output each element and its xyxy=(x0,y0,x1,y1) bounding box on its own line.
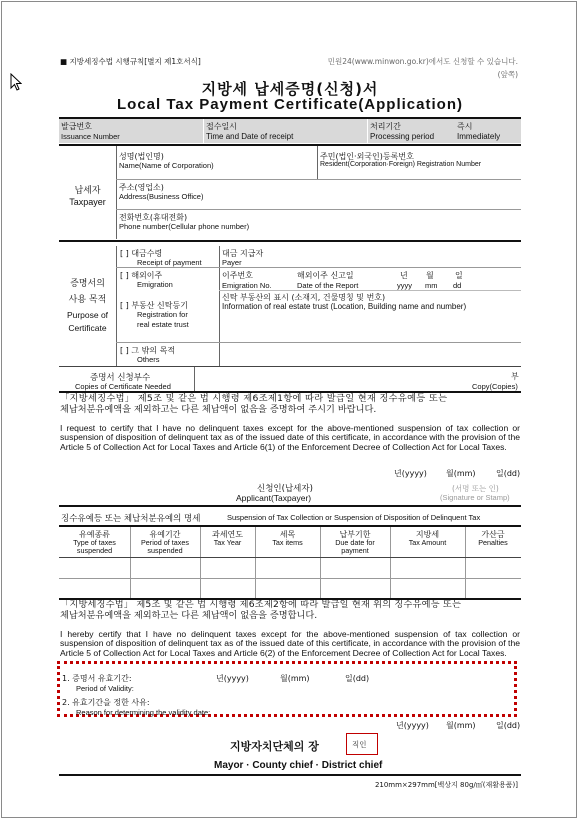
suspension-col-divider xyxy=(200,527,201,598)
purpose-receipt-label-en: Receipt of payment xyxy=(137,258,202,267)
purpose-receipt-checkbox[interactable]: [ ] 대금수령 xyxy=(120,249,163,258)
suspension-col-header: 과세연도 xyxy=(212,530,243,539)
validity-period-label: 1. 증명서 유효기간: xyxy=(62,674,132,683)
copies-label-en: Copies of Certificate Needed xyxy=(75,382,171,391)
taxpayer-label-en: Taxpayer xyxy=(69,197,106,207)
receipt-time-label: 접수일시 xyxy=(206,122,237,131)
trust-info-label: 신탁 부동산의 표시 (소재지, 건물명칭 및 번호) xyxy=(222,293,386,302)
day-label: 일 xyxy=(455,271,463,280)
page-side-note: (앞쪽) xyxy=(497,70,518,79)
month-label: 월 xyxy=(426,271,434,280)
suspension-col-divider xyxy=(465,527,466,598)
name-field-label: 성명(법인명) xyxy=(119,152,164,161)
payer-label-en: Payer xyxy=(222,258,242,267)
receipt-time-label-en: Time and Date of receipt xyxy=(206,132,294,141)
validity-period-label-en: Period of Validity: xyxy=(76,684,134,693)
signature-placeholder-en: (Signature or Stamp) xyxy=(440,493,510,502)
issue-date-month: 월(mm) xyxy=(446,721,476,730)
request-date-month: 월(mm) xyxy=(446,469,476,478)
suspension-col-header-en: Due date for payment xyxy=(335,538,375,555)
validity-reason-label: 2. 유효기간을 정한 사유: xyxy=(62,698,150,707)
suspension-heading: 징수유예등 또는 체납처분유예의 명세 xyxy=(61,514,201,524)
trust-info-label-en: Information of real estate trust (Location, Building name and number) xyxy=(222,302,467,311)
phone-field-label-en: Phone number(Cellular phone number) xyxy=(119,222,250,231)
suspension-col-divider xyxy=(130,527,131,598)
immediately-value: 즉시 xyxy=(457,122,473,131)
phone-field-label: 전화번호(휴대전화) xyxy=(119,213,188,222)
purpose-other-label-en: Others xyxy=(137,355,160,364)
emigration-report-date-label: 해외이주 신고일 xyxy=(297,271,354,280)
purpose-emigration-checkbox[interactable]: [ ] 해외이주 xyxy=(120,271,163,280)
copies-label: 증명서 신청부수 xyxy=(90,373,151,383)
certify-text-korean: 「지방세징수법」 제5조 및 같은 법 시행령 제6조제2항에 따라 발급일 현재 위의 징수유예등 또는 체납처분유예액을 제외하고는 다른 체납액이 없음을 증명합니다. xyxy=(60,599,462,621)
paper-spec-note: 210mm×297mm[백상지 80g/㎡(재활용품)] xyxy=(374,781,518,789)
issue-date-day: 일(dd) xyxy=(496,721,521,730)
year-label: 년 xyxy=(400,271,408,280)
request-date-year: 년(yyyy) xyxy=(394,469,427,478)
purpose-trust-checkbox[interactable]: [ ] 부동산 신탁등기 xyxy=(120,301,188,310)
issue-date-year: 년(yyyy) xyxy=(396,721,429,730)
request-text-english: I request to certify that I have no delinquent taxes except for the above-mentioned suspension of tax collection or suspension of disposition of delinquent tax as of the issued date of this certificate, in accordance with the provision of the Article 5 of Collection Act for Local Taxes and Article 6(1) of the Enforcement Decree of Collection Act for Local Taxes. xyxy=(60,423,520,452)
suspension-col-header-en: Tax Amount xyxy=(408,538,447,547)
suspension-heading-en: Suspension of Tax Collection or Suspension of Disposition of Delinquent Tax xyxy=(227,513,481,522)
validity-reason-label-en: Reason for determining the validity date: xyxy=(76,708,211,717)
copies-unit: 부 xyxy=(511,372,519,381)
emigration-number-label: 이주번호 xyxy=(222,271,253,280)
suspension-col-header-en: Period of taxes suspended xyxy=(141,538,189,555)
suspension-col-header: 세목 xyxy=(279,530,296,539)
suspension-col-header-en: Tax Year xyxy=(213,538,242,547)
suspension-col-header: 유예기간 xyxy=(149,530,181,539)
certify-text-english: I hereby certify that I have no delinquent taxes except for the above-mentioned suspension of tax collection or suspension of disposition of delinquent tax as of the issued date of this certificate, in accordance with the provision of the Article 5 of Collection Act for Local Taxes and Article 6(2) of the Enforcement Decree of Collection Act for Local Taxes. xyxy=(60,629,520,658)
validity-month: 월(mm) xyxy=(280,674,310,683)
form-identifier: ■ 지방세징수법 시행규칙[별지 제1호서식] xyxy=(60,57,201,66)
yyyy-label: yyyy xyxy=(397,281,412,290)
address-field-label-en: Address(Business Office) xyxy=(119,192,204,201)
emigration-number-label-en: Emigration No. xyxy=(222,281,272,290)
suspension-col-header: 납부기한 xyxy=(339,530,371,539)
title-english: Local Tax Payment Certificate(Application) xyxy=(117,96,463,113)
applicant-label: 신청인(납세자) xyxy=(257,484,313,494)
immediately-value-en: Immediately xyxy=(457,132,501,141)
purpose-other-checkbox[interactable]: [ ] 그 밖의 목적 xyxy=(120,346,176,355)
suspension-col-header: 가산금 xyxy=(481,530,505,539)
emigration-report-date-label-en: Date of the Report xyxy=(297,281,359,290)
registration-number-label-en: Resident(Corporation·Foreign) Registration Number xyxy=(320,161,482,168)
online-application-note: 민원24(www.minwon.go.kr)에서도 신청할 수 있습니다. xyxy=(327,57,518,66)
address-field-label: 주소(영업소) xyxy=(119,183,164,192)
request-text-korean: 「지방세징수법」 제5조 및 같은 법 시행령 제6조제1항에 따라 발급일 현재 징수유예등 또는 체납처분유예액을 제외하고는 다른 체납액이 없음을 증명하여 주시기 바랍니다. xyxy=(60,393,448,415)
processing-period-label: 처리기간 xyxy=(370,122,401,131)
authority-title-en: Mayor · County chief · District chief xyxy=(214,760,383,771)
request-date-day: 일(dd) xyxy=(496,469,521,478)
applicant-label-en: Applicant(Taxpayer) xyxy=(236,493,312,503)
purpose-label-1: 증명서의 xyxy=(70,279,105,289)
purpose-label-en-2: Certificate xyxy=(68,323,107,333)
suspension-col-header: 유예종류 xyxy=(79,530,110,539)
purpose-trust-label-en-1: Registration for xyxy=(137,310,188,319)
registration-number-label: 주민(법인·외국인)등록번호 xyxy=(320,152,414,161)
official-seal-label: 직인 xyxy=(352,740,367,749)
suspension-col-divider xyxy=(390,527,391,598)
name-field-label-en: Name(Name of Corporation) xyxy=(119,161,214,170)
title-korean: 지방세 납세증명(신청)서 xyxy=(201,80,379,98)
mm-label: mm xyxy=(425,281,438,290)
validity-year: 년(yyyy) xyxy=(216,674,249,683)
dd-label: dd xyxy=(453,281,462,290)
suspension-col-header-en: Penalties xyxy=(478,538,508,547)
taxpayer-label: 납세자 xyxy=(74,186,101,196)
purpose-trust-label-en-2: real estate trust xyxy=(137,320,189,329)
payer-label: 대금 지급자 xyxy=(222,249,264,258)
processing-period-label-en: Processing period xyxy=(370,132,435,141)
purpose-emigration-label-en: Emigration xyxy=(137,280,173,289)
copies-unit-en: Copy(Copies) xyxy=(472,382,518,391)
suspension-col-header-en: Tax items xyxy=(272,538,303,547)
suspension-col-divider xyxy=(255,527,256,598)
validity-day: 일(dd) xyxy=(345,674,370,683)
issuance-number-label: 발급번호 xyxy=(61,122,92,131)
purpose-label-en-1: Purpose of xyxy=(66,310,109,320)
authority-title: 지방자치단체의 장 xyxy=(230,740,319,753)
suspension-col-header: 지방세 xyxy=(415,530,440,539)
signature-placeholder: (서명 또는 인) xyxy=(452,484,499,493)
suspension-col-header-en: Type of taxes suspended xyxy=(73,538,116,555)
suspension-col-divider xyxy=(320,527,321,598)
issuance-number-label-en: Issuance Number xyxy=(61,132,120,141)
purpose-label-2: 사용 목적 xyxy=(68,295,107,305)
